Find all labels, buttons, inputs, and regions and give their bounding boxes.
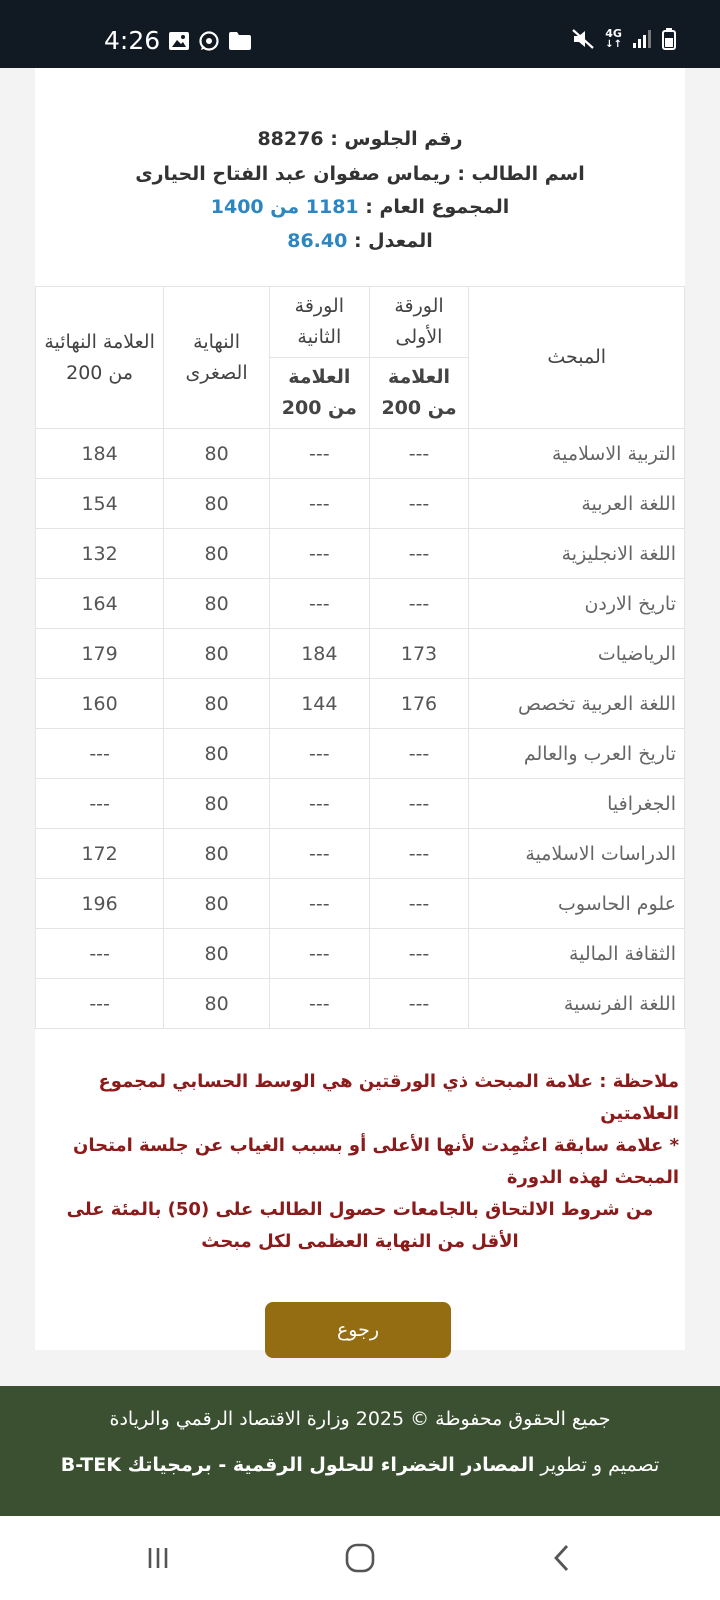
signal-icon — [632, 29, 652, 49]
min-cell: 80 — [164, 879, 270, 929]
paper2-cell: 144 — [269, 679, 369, 729]
min-cell: 80 — [164, 679, 270, 729]
paper2-cell: --- — [269, 729, 369, 779]
paper1-cell: --- — [369, 879, 469, 929]
final-cell: --- — [36, 729, 164, 779]
home-icon — [344, 1542, 376, 1574]
footer-credits — [0, 1454, 720, 1476]
table-row — [36, 479, 685, 529]
status-left-icons — [168, 30, 252, 52]
paper2-cell: --- — [269, 979, 369, 1029]
subject-cell: التربية الاسلامية — [469, 429, 685, 479]
header-paper1: الورقة الأولى — [369, 287, 469, 358]
paper1-cell: --- — [369, 479, 469, 529]
header-min: النهاية الصغرى — [164, 287, 270, 429]
table-row — [36, 879, 685, 929]
min-cell: 80 — [164, 729, 270, 779]
final-cell: 172 — [36, 829, 164, 879]
table-row — [36, 579, 685, 629]
seat-label: رقم الجلوس : — [330, 128, 463, 150]
nav-back-button[interactable] — [542, 1538, 582, 1578]
paper2-cell: --- — [269, 929, 369, 979]
min-cell: 80 — [164, 429, 270, 479]
total-max: 1400 — [210, 196, 264, 218]
final-cell: 154 — [36, 479, 164, 529]
mute-icon — [571, 28, 595, 50]
subject-cell: تاريخ العرب والعالم — [469, 729, 685, 779]
final-cell: --- — [36, 779, 164, 829]
final-cell: 160 — [36, 679, 164, 729]
table-row — [36, 829, 685, 879]
recents-icon — [145, 1545, 171, 1571]
student-label: اسم الطالب : — [457, 163, 585, 185]
status-right-icons — [571, 28, 676, 50]
footer-credits-prefix: تصميم و تطوير — [540, 1454, 660, 1476]
final-cell: 179 — [36, 629, 164, 679]
table-row — [36, 529, 685, 579]
grades-body — [36, 429, 685, 1029]
paper2-cell: --- — [269, 479, 369, 529]
page-content — [0, 68, 720, 1386]
subject-cell: اللغة العربية تخصص — [469, 679, 685, 729]
whatsapp-icon — [198, 30, 220, 52]
table-row — [36, 929, 685, 979]
paper1-cell: --- — [369, 579, 469, 629]
recents-button[interactable] — [138, 1538, 178, 1578]
student-name: ريماس صفوان عبد الفتاح الحيارى — [135, 163, 451, 185]
note-line-2: * علامة سابقة اعتُمِدت لأنها الأعلى أو بسبب الغياب عن جلسة امتحان المبحث لهذه الدورة — [73, 1135, 679, 1188]
footer — [0, 1386, 720, 1516]
paper1-cell: --- — [369, 779, 469, 829]
table-row — [36, 779, 685, 829]
total-value: 1181 — [305, 196, 359, 218]
paper1-cell: --- — [369, 529, 469, 579]
table-row — [36, 429, 685, 479]
subject-cell: الجغرافيا — [469, 779, 685, 829]
home-button[interactable] — [340, 1538, 380, 1578]
final-cell: --- — [36, 979, 164, 1029]
subject-cell: اللغة العربية — [469, 479, 685, 529]
header-subject: المبحث — [469, 287, 685, 429]
final-cell: 164 — [36, 579, 164, 629]
footer-company-link[interactable]: المصادر الخضراء للحلول الرقمية - برمجياتك B-TEK — [60, 1454, 535, 1476]
grades-table — [35, 286, 685, 1029]
paper2-cell: --- — [269, 429, 369, 479]
header-paper2: الورقة الثانية — [269, 287, 369, 358]
seat-number-line — [35, 128, 685, 150]
header-paper1-sub: العلامة من 200 — [369, 358, 469, 429]
gallery-icon — [168, 31, 190, 51]
paper2-cell: 184 — [269, 629, 369, 679]
result-card — [35, 68, 685, 1350]
paper2-cell: --- — [269, 829, 369, 879]
total-of: من — [270, 196, 300, 218]
min-cell: 80 — [164, 479, 270, 529]
subject-cell: تاريخ الاردن — [469, 579, 685, 629]
notes-section — [35, 1066, 685, 1258]
android-nav-bar — [0, 1516, 720, 1600]
header-paper2-sub: العلامة من 200 — [269, 358, 369, 429]
paper2-cell: --- — [269, 579, 369, 629]
network-4g-icon: 4G ↓↑ — [605, 27, 622, 50]
back-button[interactable]: رجوع — [265, 1302, 451, 1358]
paper1-cell: 176 — [369, 679, 469, 729]
final-cell: 184 — [36, 429, 164, 479]
average-label: المعدل : — [353, 230, 433, 252]
total-line — [35, 196, 685, 218]
seat-number: 88276 — [257, 128, 324, 150]
final-cell: 196 — [36, 879, 164, 929]
paper2-cell: --- — [269, 779, 369, 829]
min-cell: 80 — [164, 829, 270, 879]
average-value: 86.40 — [287, 230, 348, 252]
paper2-cell: --- — [269, 529, 369, 579]
subject-cell: الرياضيات — [469, 629, 685, 679]
table-row — [36, 679, 685, 729]
subject-cell: الثقافة المالية — [469, 929, 685, 979]
folder-icon — [228, 31, 252, 51]
average-line — [35, 230, 685, 252]
table-row — [36, 979, 685, 1029]
footer-copyright: جميع الحقوق محفوظة © 2025 وزارة الاقتصاد الرقمي والريادة — [109, 1408, 611, 1430]
back-icon — [549, 1543, 575, 1573]
note-line-3: من شروط الالتحاق بالجامعات حصول الطالب على (50) بالمئة على الأقل من النهاية العظمى لكل مبحث — [66, 1199, 654, 1252]
subject-cell: الدراسات الاسلامية — [469, 829, 685, 879]
paper1-cell: --- — [369, 829, 469, 879]
paper1-cell: --- — [369, 929, 469, 979]
table-header-row — [36, 287, 685, 358]
total-label: المجموع العام : — [365, 196, 510, 218]
subject-cell: اللغة الفرنسية — [469, 979, 685, 1029]
table-row — [36, 629, 685, 679]
status-time: 4:26 — [104, 26, 161, 55]
final-cell: --- — [36, 929, 164, 979]
subject-cell: علوم الحاسوب — [469, 879, 685, 929]
table-row — [36, 729, 685, 779]
network-label: 4G — [605, 27, 622, 40]
final-cell: 132 — [36, 529, 164, 579]
paper1-cell: --- — [369, 729, 469, 779]
min-cell: 80 — [164, 979, 270, 1029]
min-cell: 80 — [164, 529, 270, 579]
subject-cell: اللغة الانجليزية — [469, 529, 685, 579]
paper1-cell: --- — [369, 979, 469, 1029]
paper1-cell: 173 — [369, 629, 469, 679]
min-cell: 80 — [164, 779, 270, 829]
header-final: العلامة النهائية من 200 — [36, 287, 164, 429]
paper1-cell: --- — [369, 429, 469, 479]
note-line-1: ملاحظة : علامة المبحث ذي الورقتين هي الوسط الحسابي لمجموع العلامتين — [98, 1071, 679, 1124]
status-bar — [0, 0, 720, 68]
battery-icon — [662, 28, 676, 50]
student-name-line — [35, 163, 685, 185]
min-cell: 80 — [164, 929, 270, 979]
paper2-cell: --- — [269, 879, 369, 929]
min-cell: 80 — [164, 629, 270, 679]
min-cell: 80 — [164, 579, 270, 629]
